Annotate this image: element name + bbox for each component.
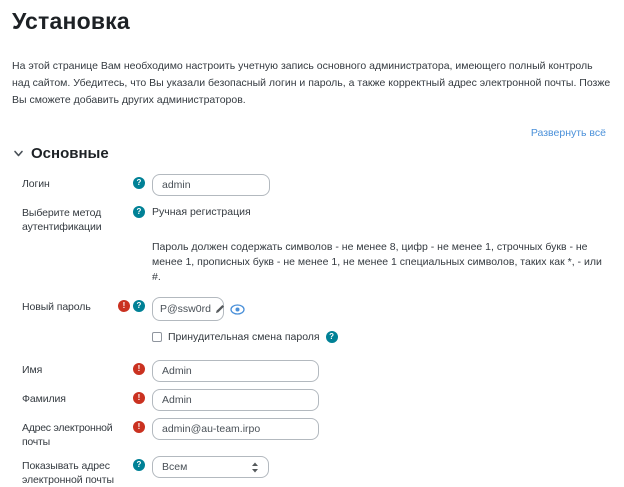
edit-pencil-icon	[215, 304, 225, 314]
intro-text: На этой странице Вам необходимо настроить учетную запись основного администратора, имеющего полный контроль над сайтом. Убедитесь, что Вы указали безопасный логин и пароль, а также корректный адрес электронной почты. Позже Вы сможете добавить других администраторов.	[12, 60, 611, 106]
page-title: Установка	[12, 8, 130, 34]
auth-method-value: Ручная регистрация	[152, 206, 251, 218]
new-password-label: Новый пароль	[22, 301, 91, 313]
force-password-change-row	[152, 329, 612, 343]
last-name-input[interactable]	[152, 389, 319, 411]
auth-method-label: Выберите метод аутентификации	[22, 207, 102, 233]
help-icon[interactable]: ?	[133, 300, 145, 312]
required-icon[interactable]: !	[118, 300, 130, 312]
row-new-password	[12, 297, 612, 353]
login-label: Логин	[22, 178, 50, 190]
expand-all-link[interactable]: Развернуть всё	[530, 127, 606, 139]
row-email-visibility	[12, 456, 612, 487]
help-icon[interactable]: ?	[326, 331, 338, 343]
row-email	[12, 418, 612, 449]
chevron-down-icon[interactable]	[12, 148, 24, 160]
email-label: Адрес электронной почты	[22, 422, 113, 448]
password-requirements-text: Пароль должен содержать символов - не менее 8, цифр - не менее 1, строчных букв - не менее 1, прописных букв - не менее 1, не менее 1 специальных символов, таких как *, - или #.	[152, 241, 602, 283]
row-login	[12, 174, 612, 196]
email-visibility-select[interactable]	[152, 456, 269, 478]
row-password-hint	[12, 236, 612, 297]
last-name-label: Фамилия	[22, 393, 66, 405]
select-updown-arrows-icon	[251, 462, 259, 473]
section-title: Основные	[31, 145, 109, 162]
login-input[interactable]	[152, 174, 270, 196]
new-password-value: P@ssw0rd	[160, 303, 211, 315]
row-auth-method	[12, 203, 612, 234]
row-last-name	[12, 389, 612, 411]
section-header-general[interactable]	[12, 145, 612, 162]
force-password-change-label: Принудительная смена пароля	[168, 331, 320, 343]
unmask-password-eye-icon[interactable]	[230, 304, 245, 315]
expand-all-row	[12, 123, 612, 141]
email-visibility-selected-value: Всем	[162, 461, 188, 473]
required-icon[interactable]: !	[133, 363, 145, 375]
help-icon[interactable]: ?	[133, 177, 145, 189]
required-icon[interactable]: !	[133, 392, 145, 404]
required-icon[interactable]: !	[133, 421, 145, 433]
row-first-name	[12, 360, 612, 382]
first-name-label: Имя	[22, 364, 43, 376]
new-password-input[interactable]	[152, 297, 224, 321]
email-visibility-label: Показывать адрес электронной почты	[22, 460, 114, 486]
email-input[interactable]	[152, 418, 319, 440]
first-name-input[interactable]	[152, 360, 319, 382]
help-icon[interactable]: ?	[133, 206, 145, 218]
help-icon[interactable]: ?	[133, 459, 145, 471]
force-password-change-checkbox[interactable]	[152, 332, 162, 342]
